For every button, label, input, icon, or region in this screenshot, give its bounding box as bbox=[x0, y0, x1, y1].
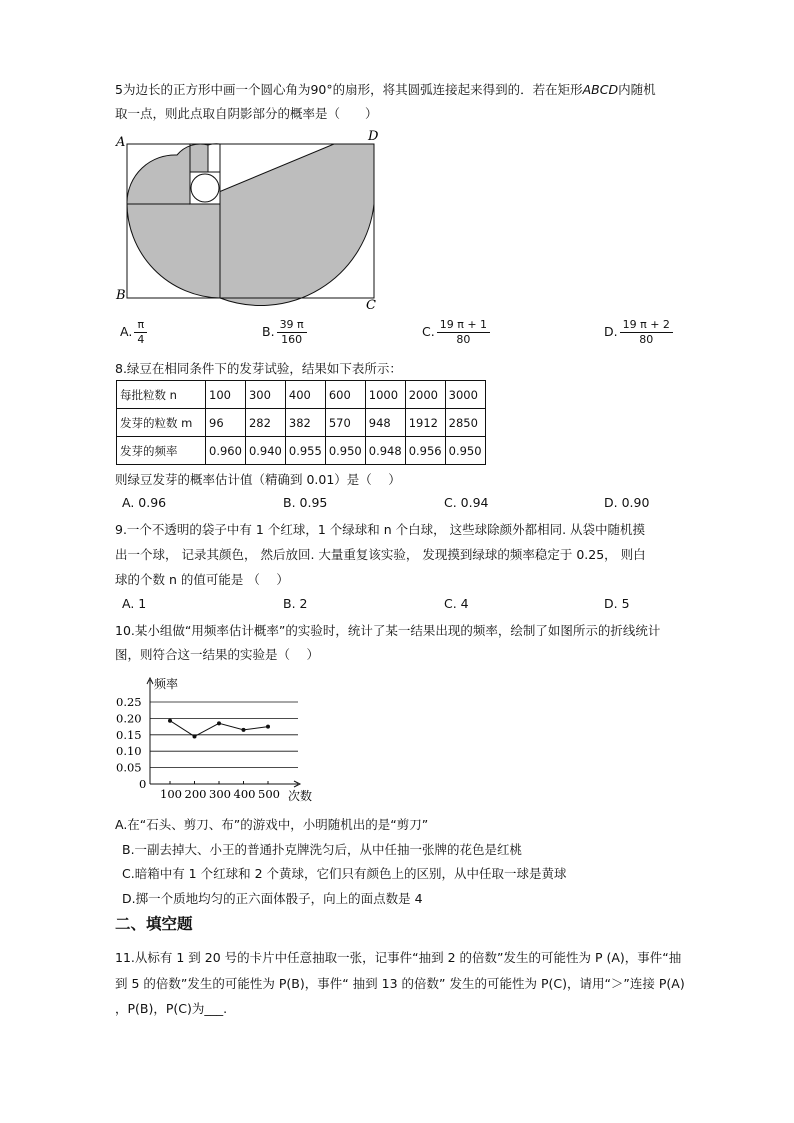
q10-line-2: 图，则符合这一结果的实验是（ ） bbox=[115, 647, 319, 662]
q10-option-d[interactable]: D.掷一个质地均匀的正六面体骰子，向上的面点数是 4 bbox=[122, 891, 423, 906]
table-row: 每批粒数 n 100 300 400 600 1000 2000 3000 bbox=[117, 381, 486, 409]
germination-table bbox=[116, 380, 486, 465]
x-tick-label: 500 bbox=[258, 787, 280, 801]
y-axis-label: 频率 bbox=[154, 677, 179, 691]
vertex-b-label: B bbox=[116, 288, 126, 303]
data-point bbox=[193, 734, 197, 738]
q10-line-1: 10.某小组做“用频率估计概率”的实验时，统计了某一结果出现的频率，绘制了如图所示的折线统计 bbox=[115, 623, 661, 638]
q7-option-b[interactable]: B. $\frac{39 \pi}{160}$ bbox=[262, 318, 307, 347]
q8-question: 则绿豆发芽的概率估计值（精确到 0.01）是（ ） bbox=[115, 472, 401, 487]
data-point bbox=[242, 728, 246, 732]
q10-option-b[interactable]: B.一副去掉大、小王的普通扑克牌洗匀后，从中任抽一张牌的花色是红桃 bbox=[122, 842, 523, 857]
q9-option-b[interactable]: B. 2 bbox=[283, 596, 308, 611]
table-row: 发芽的频率 0.960 0.940 0.955 0.950 0.948 0.956 0.950 bbox=[117, 437, 486, 465]
q8-stem: 8.绿豆在相同条件下的发芽试验，结果如下表所示： bbox=[115, 361, 402, 376]
shaded-region bbox=[127, 144, 374, 306]
center-circle bbox=[191, 174, 219, 202]
q7-text-line-2: 取一点，则此点取自阴影部分的概率是（ ） bbox=[115, 106, 378, 121]
q9-option-d[interactable]: D. 5 bbox=[604, 596, 630, 611]
rect-abcd-label: ABCD bbox=[582, 82, 619, 97]
table-row: 发芽的粒数 m 96 282 382 570 948 1912 2850 bbox=[117, 409, 486, 437]
vertex-d-label: D bbox=[368, 129, 379, 144]
q8-option-a[interactable]: A. 0.96 bbox=[122, 495, 167, 510]
q8-option-b[interactable]: B. 0.95 bbox=[283, 495, 328, 510]
y-tick-label: 0.20 bbox=[116, 711, 142, 726]
data-point bbox=[217, 721, 221, 725]
q9-line-3: 球的个数 n 的值可能是 （ ） bbox=[115, 572, 289, 587]
q10-option-c[interactable]: C.暗箱中有 1 个红球和 2 个黄球，它们只有颜色上的区别，从中任取一球是黄球 bbox=[122, 866, 567, 881]
vertex-a-label: A bbox=[116, 135, 126, 150]
y-tick-label: 0.15 bbox=[116, 727, 142, 742]
q11-line-2: 到 5 的倍数”发生的可能性为 P(B)，事件“ 抽到 13 的倍数” 发生的可能性为 P(C)，请用“＞”连接 P(A) bbox=[115, 976, 685, 991]
q8-option-c[interactable]: C. 0.94 bbox=[444, 495, 489, 510]
q9-line-1: 9.一个不透明的袋子中有 1 个红球，1 个绿球和 n 个白球， 这些球除颜外都相同. 从袋中随机摸 bbox=[115, 522, 646, 537]
q8-option-d[interactable]: D. 0.90 bbox=[604, 495, 650, 510]
x-tick-label: 200 bbox=[184, 787, 207, 801]
x-tick-label: 400 bbox=[233, 787, 256, 801]
q7-text-line-1: 5为边长的正方形中画一个圆心角为90°的扇形，将其圆弧连接起来得到的．若在矩形ABCD内随机 bbox=[115, 82, 656, 97]
q7-option-d[interactable]: D. $\frac{19 \pi + 2}{80}$ bbox=[604, 318, 673, 347]
fraction: $\frac{\pi}{4}$ bbox=[134, 318, 147, 347]
fraction: $\frac{39 \pi}{160}$ bbox=[277, 318, 307, 347]
y-tick-label: 0.10 bbox=[116, 744, 142, 759]
fraction: $\frac{19 \pi + 1}{80}$ bbox=[437, 318, 490, 347]
data-point bbox=[266, 725, 270, 729]
y-tick-label: 0 bbox=[139, 777, 147, 791]
data-point bbox=[168, 719, 172, 723]
q11-line-3: ，P(B)，P(C)为___. bbox=[115, 1001, 228, 1016]
q10-option-a[interactable]: A.在“石头、剪刀、布”的游戏中，小明随机出的是“剪刀” bbox=[115, 817, 429, 832]
frequency-line-chart bbox=[112, 672, 332, 807]
y-tick-label: 0.05 bbox=[116, 760, 142, 775]
q11-line-1: 11.从标有 1 到 20 号的卡片中任意抽取一张，记事件“抽到 2 的倍数”发生的可能性为 P (A)，事件“抽 bbox=[115, 950, 682, 965]
q7-option-c[interactable]: C. $\frac{19 \pi + 1}{80}$ bbox=[422, 318, 490, 347]
golden-spiral-figure bbox=[112, 126, 387, 311]
q9-line-2: 出一个球， 记录其颜色， 然后放回. 大量重复该实验， 发现摸到绿球的频率稳定于 0.25， 则白 bbox=[115, 547, 646, 562]
x-tick-label: 100 bbox=[160, 787, 182, 801]
q9-option-a[interactable]: A. 1 bbox=[122, 596, 147, 611]
q9-option-c[interactable]: C. 4 bbox=[444, 596, 469, 611]
section-heading: 二、填空题 bbox=[115, 915, 193, 933]
vertex-c-label: C bbox=[366, 298, 376, 311]
x-tick-label: 300 bbox=[209, 787, 231, 801]
q7-option-a[interactable]: A. $\frac{\pi}{4}$ bbox=[120, 318, 147, 347]
y-tick-label: 0.25 bbox=[116, 695, 142, 709]
x-axis-label: 次数 bbox=[288, 789, 313, 803]
fraction: $\frac{19 \pi + 2}{80}$ bbox=[620, 318, 673, 347]
